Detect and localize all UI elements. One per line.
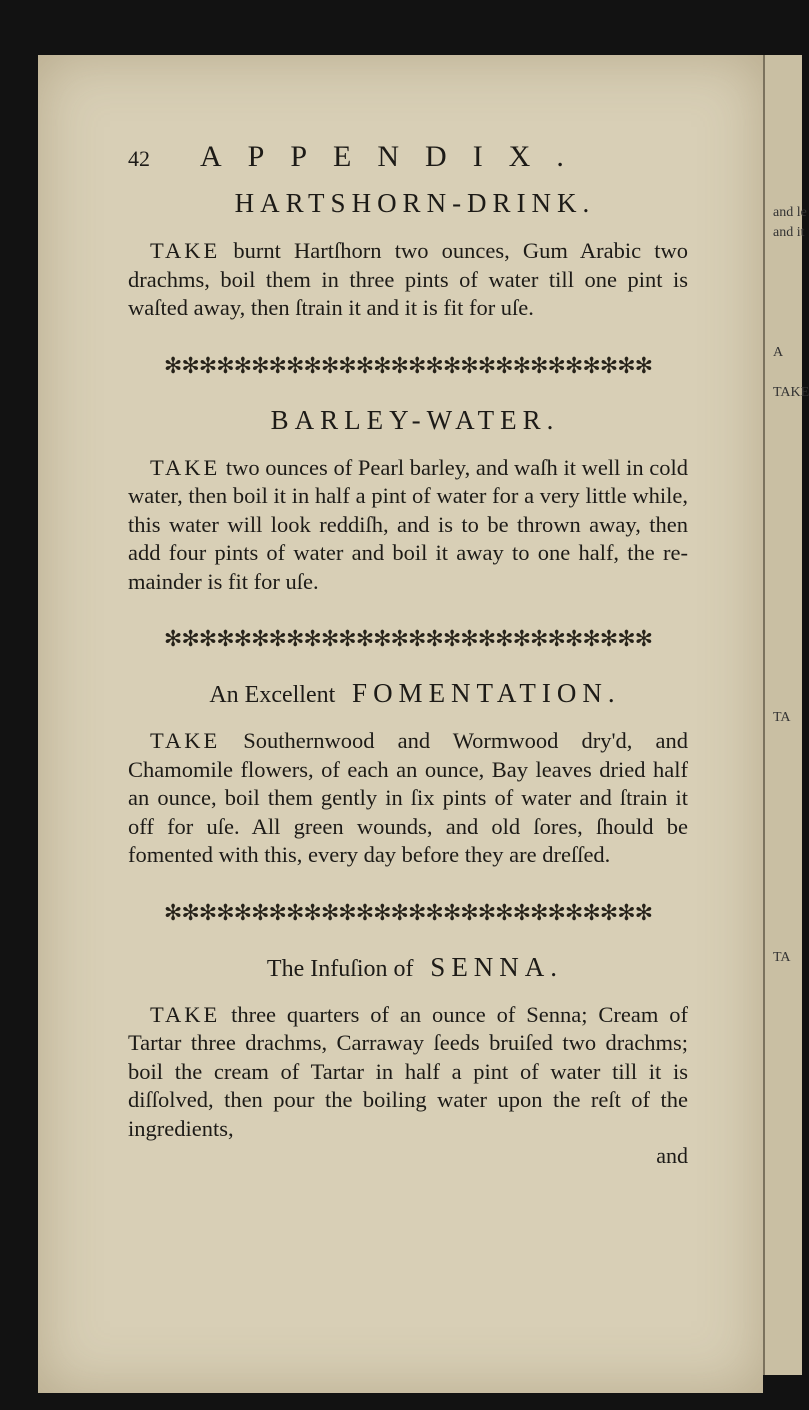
section-title: HARTSHORN-DRINK. (234, 188, 596, 218)
ornament-divider: ✻✻✻✻✻✻✻✻✻✻✻✻✻✻✻✻✻✻✻✻✻✻✻✻✻✻✻✻ (163, 899, 653, 925)
ornament-divider: ✻✻✻✻✻✻✻✻✻✻✻✻✻✻✻✻✻✻✻✻✻✻✻✻✻✻✻✻ (163, 352, 653, 378)
section-title: The Infuſion of SENNA. (266, 951, 564, 982)
recipe-paragraph: TAKE burnt Hartſhorn two ounces, Gum Arabic two drachms, boil them in three pints of water till one pint is waſted away, then ſtrain it and it is fit for uſe. (128, 238, 689, 320)
section-title: An Excellent FOMENTATION. (209, 678, 621, 708)
catchword: and (656, 1143, 688, 1168)
facing-fragment: and le (773, 205, 807, 220)
page-content (128, 140, 688, 1169)
facing-fragment: TA (773, 950, 791, 965)
recipe-paragraph: TAKE two ounces of Pearl barley, and waſh it well in cold water, then boil it in half a pint of water for a very little while, this water will look reddiſh, and is to be thrown away, then add four pints of water and boil it away to one half, the re-mainder is fit for uſe. (128, 454, 688, 594)
section-title: BARLEY-WATER. (270, 404, 560, 435)
running-title: APPENDIX. (200, 140, 590, 173)
facing-fragment: TA (773, 710, 791, 725)
facing-fragment: and it (773, 225, 805, 240)
ornament-divider: ✻✻✻✻✻✻✻✻✻✻✻✻✻✻✻✻✻✻✻✻✻✻✻✻✻✻✻✻ (163, 626, 653, 651)
facing-fragment: A (773, 345, 784, 360)
facing-page-edge (763, 55, 809, 1375)
running-head (128, 140, 688, 176)
recipe-paragraph: TAKE three quarters of an ounce of Senna; Cream of Tartar three drachms, Carraway ſeeds bruiſed two drachms; boil the cream of Tartar in half a pint of water till it is diſſolved, then pour the boiling water upon the reſt of the ingredients, (128, 1001, 688, 1141)
facing-fragment: TAKE (773, 385, 809, 400)
page-number: 42 (128, 146, 150, 171)
recipe-paragraph: TAKE Southernwood and Wormwood dry'd, and Chamomile flowers, of each an ounce, Bay leaves dried half an ounce, boil them gently in ſix pints of water and ſtrain it off for uſe. All green wounds, and old ſores, ſhould be fomented with this, every day before they are dreſſed. (128, 728, 688, 867)
